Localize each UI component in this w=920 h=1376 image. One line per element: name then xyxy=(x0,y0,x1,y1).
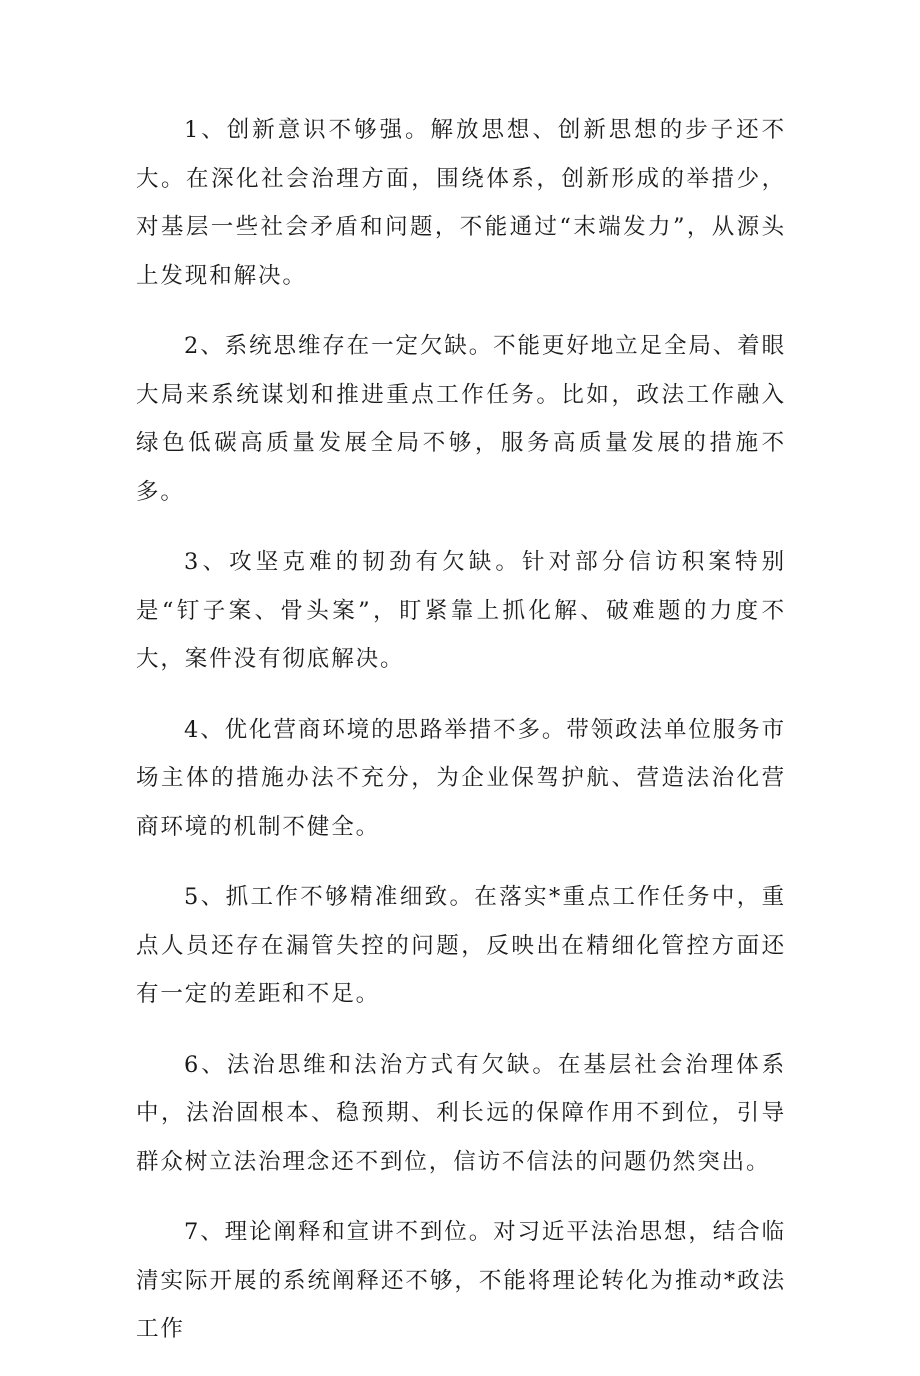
paragraph-7: 7、理论阐释和宣讲不到位。对习近平法治思想，结合临清实际开展的系统阐释还不够，不能将理论转化为推动*政法工作 xyxy=(136,1219,786,1342)
paragraph-6: 6、法治思维和法治方式有欠缺。在基层社会治理体系中，法治固根本、稳预期、利长远的保障作用不到位，引导群众树立法治理念还不到位，信访不信法的问题仍然突出。 xyxy=(136,1051,786,1175)
paragraph-3: 3、攻坚克难的韧劲有欠缺。针对部分信访积案特别是“钉子案、骨头案”，盯紧靠上抓化解、破难题的力度不大，案件没有彻底解决。 xyxy=(136,549,786,672)
paragraph-2: 2、系统思维存在一定欠缺。不能更好地立足全局、着眼大局来系统谋划和推进重点工作任务。比如，政法工作融入绿色低碳高质量发展全局不够，服务高质量发展的措施不多。 xyxy=(136,333,786,505)
document-body xyxy=(136,106,786,1376)
paragraph-1: 1、创新意识不够强。解放思想、创新思想的步子还不大。在深化社会治理方面，围绕体系，创新形成的举措少，对基层一些社会矛盾和问题，不能通过“末端发力”，从源头上发现和解决。 xyxy=(136,117,786,289)
paragraph-5: 5、抓工作不够精准细致。在落实*重点工作任务中，重点人员还存在漏管失控的问题，反映出在精细化管控方面还有一定的差距和不足。 xyxy=(136,884,786,1007)
paragraph-4: 4、优化营商环境的思路举措不多。带领政法单位服务市场主体的措施办法不充分，为企业保驾护航、营造法治化营商环境的机制不健全。 xyxy=(136,716,786,840)
